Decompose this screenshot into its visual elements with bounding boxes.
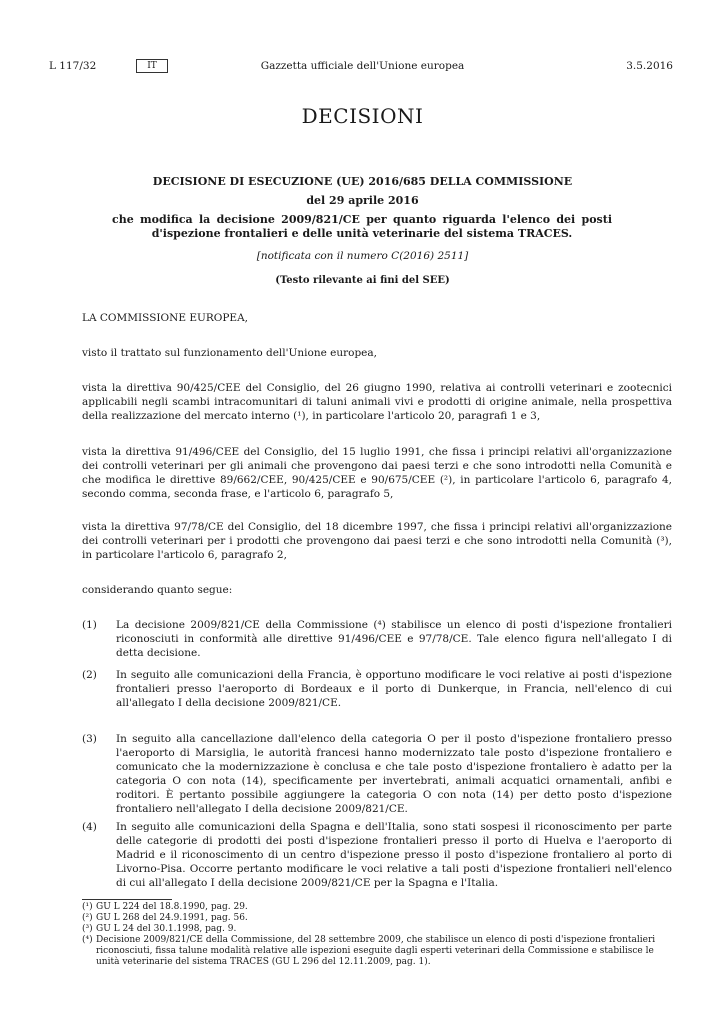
footnote bbox=[82, 913, 672, 924]
recital-number: (4) bbox=[82, 821, 97, 833]
decision-title: DECISIONE DI ESECUZIONE (UE) 2016/685 DELLA COMMISSIONE bbox=[152, 175, 573, 188]
recital-text: In seguito alle comunicazioni della Spagna e dell'Italia, sono stati sospesi il riconoscimento per parte delle categorie di prodotti dei posti d'ispezione frontalieri presso il porto di Huelva e l'aeroporto di Madrid e il riconoscimento di un centro d'ispezione presso il posto d'ispezione frontaliero al porto di Livorno-Pisa. Occorre pertanto modificare le voci relative a tali posti d'ispezione frontalieri nell'elenco di cui all'allegato I della decisione 2009/821/CE per la Spagna e l'Italia. bbox=[116, 821, 672, 889]
publication-date: 3.5.2016 bbox=[626, 60, 673, 72]
footnote bbox=[82, 924, 672, 935]
footnote bbox=[82, 935, 672, 968]
footnote-number: (⁴) bbox=[82, 935, 93, 945]
language-code: IT bbox=[136, 59, 168, 73]
recital-item bbox=[82, 618, 672, 660]
footnote-text: GU L 268 del 24.9.1991, pag. 56. bbox=[96, 913, 248, 923]
footnote bbox=[82, 902, 672, 913]
recital-item bbox=[82, 732, 672, 816]
recital-number: (1) bbox=[82, 619, 97, 631]
footnote-number: (³) bbox=[82, 924, 93, 934]
body-paragraph: LA COMMISSIONE EUROPEA, bbox=[82, 312, 249, 324]
recital-text: In seguito alla cancellazione dall'elenco della categoria O per il posto d'ispezione frontaliero presso l'aeroporto di Marsiglia, le autorità francesi hanno modernizzato tale posto d'ispezione frontaliero e comunicato che la modernizzazione è conclusa e che tale posto d'ispezione frontaliero è adatto per la categoria O con nota (14), specificamente per invertebrati, animali acquatici ornamentali, anfibi e roditori. È pertanto possibile aggiungere la categoria O con nota (14) per detto posto d'ispezione frontaliero nell'allegato I della decisione 2009/821/CE. bbox=[116, 733, 672, 815]
footnote-number: (²) bbox=[82, 913, 93, 923]
section-heading: DECISIONI bbox=[301, 104, 424, 128]
journal-title: Gazzetta ufficiale dell'Unione europea bbox=[260, 60, 465, 72]
body-paragraph: vista la direttiva 97/78/CE del Consiglio, del 18 dicembre 1997, che fissa i principi relativi all'organizzazione dei controlli veterinari per i prodotti che provengono dai paesi terzi e che sono introdotti nella Comunità (³), in particolare l'articolo 6, paragrafo 2, bbox=[82, 521, 672, 561]
body-paragraph: vista la direttiva 91/496/CEE del Consiglio, del 15 luglio 1991, che fissa i principi relativi all'organizzazione dei controlli veterinari per gli animali che provengono dai paesi terzi e che sono introdotti nella Comunità e che modifica le direttive 89/662/CEE, 90/425/CEE e 90/675/CEE (²), in particolare l'articolo 6, paragrafo 4, secondo comma, seconda frase, e l'articolo 6, paragrafo 5, bbox=[82, 446, 672, 500]
recital-number: (2) bbox=[82, 669, 97, 681]
recital-text: In seguito alle comunicazioni della Francia, è opportuno modificare le voci relative ai posti d'ispezione frontalieri presso l'aeroporto di Bordeaux e il porto di Dunkerque, in Francia, nell'elenco di cui all'allegato I della decisione 2009/821/CE. bbox=[116, 669, 672, 709]
recital-text: La decisione 2009/821/CE della Commissione (⁴) stabilisce un elenco di posti d'ispezione frontalieri riconosciuti in conformità alle direttive 91/496/CEE e 97/78/CE. Tale elenco figura nell'allegato I di detta decisione. bbox=[116, 619, 672, 659]
recital-number: (3) bbox=[82, 733, 97, 745]
footnote-text: GU L 224 del 18.8.1990, pag. 29. bbox=[96, 902, 248, 912]
footnote-text: Decisione 2009/821/CE della Commissione, del 28 settembre 2009, che stabilisce un elenco di posti d'ispezione frontalieri riconosciuti, fissa talune modalità relative alle ispezioni eseguite dagli esperti veterinari della Commissione e stabilisce le unità veterinarie del sistema TRACES (GU L 296 del 12.11.2009, pag. 1). bbox=[96, 935, 656, 967]
footnote-text: GU L 24 del 30.1.1998, pag. 9. bbox=[96, 924, 237, 934]
body-paragraph: considerando quanto segue: bbox=[82, 584, 233, 596]
decision-date: del 29 aprile 2016 bbox=[306, 194, 419, 207]
footnote-divider bbox=[82, 899, 172, 900]
journal-reference: L 117/32 bbox=[49, 60, 97, 72]
recital-item bbox=[82, 820, 672, 890]
decision-subject: che modifica la decisione 2009/821/CE per quanto riguarda l'elenco dei posti d'ispezione frontalieri e delle unità veterinarie del sistema TRACES. bbox=[112, 213, 612, 240]
body-paragraph: visto il trattato sul funzionamento dell'Unione europea, bbox=[82, 347, 377, 359]
recital-item bbox=[82, 668, 672, 710]
footnote-number: (¹) bbox=[82, 902, 93, 912]
eea-relevance: (Testo rilevante ai fini del SEE) bbox=[275, 275, 450, 286]
notification-number: [notificata con il numero C(2016) 2511] bbox=[256, 250, 469, 262]
body-paragraph: vista la direttiva 90/425/CEE del Consiglio, del 26 giugno 1990, relativa ai controlli veterinari e zootecnici applicabili negli scambi intracomunitari di taluni animali vivi e prodotti di origine animale, nella prospettiva della realizzazione del mercato interno (¹), in particolare l'articolo 20, paragrafi 1 e 3, bbox=[82, 382, 672, 422]
